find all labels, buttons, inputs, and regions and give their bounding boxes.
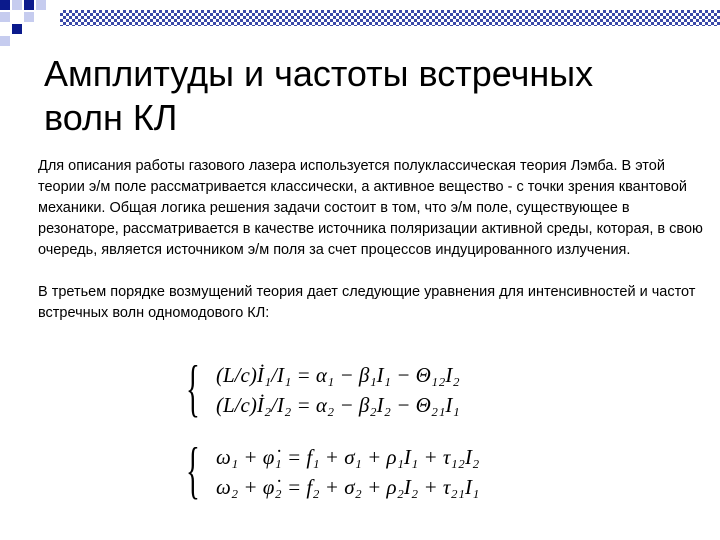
deco-square <box>12 24 22 34</box>
slide-body <box>38 156 708 345</box>
brace-icon: { <box>186 434 200 505</box>
equation: ω₁ + φ̇₁ = f₁ + σ₁ + ρ₁I₁ + τ₁₂I₂ <box>216 445 480 469</box>
equation: ω₂ + φ̇₂ = f₂ + σ₂ + ρ₂I₂ + τ₂₁I₁ <box>216 475 480 499</box>
equation-block <box>186 352 566 524</box>
deco-square <box>24 0 34 10</box>
frequency-equation-system <box>186 434 566 505</box>
paragraph: Для описания работы газового лазера используется полуклассическая теория Лэмба. В этой теории э/м поле рассматривается классически, а активное вещество - с точки зрения квантовой механики. Общая логика решения задачи состоит в том, что э/м поле, существующее в резонаторе, рассматривается в качестве источника поляризации активной среды, которая, в свою очередь, является источником э/м поля за счет процессов индуцированного излучения. <box>38 158 703 258</box>
paragraph: В третьем порядке возмущений теория дает следующие уравнения для интенсивностей и частот встречных волн одномодового КЛ: <box>38 284 696 321</box>
deco-square <box>0 0 10 10</box>
brace-icon: { <box>186 352 200 423</box>
equation: (L/c)İ₁/I₁ = α₁ − β₁I₁ − Θ₁₂I₂ <box>216 363 460 387</box>
deco-square <box>12 0 22 10</box>
slide-title: Амплитуды и частоты встречных волн КЛ <box>44 53 594 138</box>
equation: (L/c)İ₂/I₂ = α₂ − β₂I₂ − Θ₂₁I₁ <box>216 393 460 417</box>
deco-square <box>24 12 34 22</box>
deco-square <box>36 0 46 10</box>
deco-square <box>0 12 10 22</box>
decorative-squares <box>0 0 60 46</box>
deco-square <box>0 36 10 46</box>
intensity-equation-system <box>186 352 566 423</box>
checkered-header-bar <box>60 10 720 26</box>
